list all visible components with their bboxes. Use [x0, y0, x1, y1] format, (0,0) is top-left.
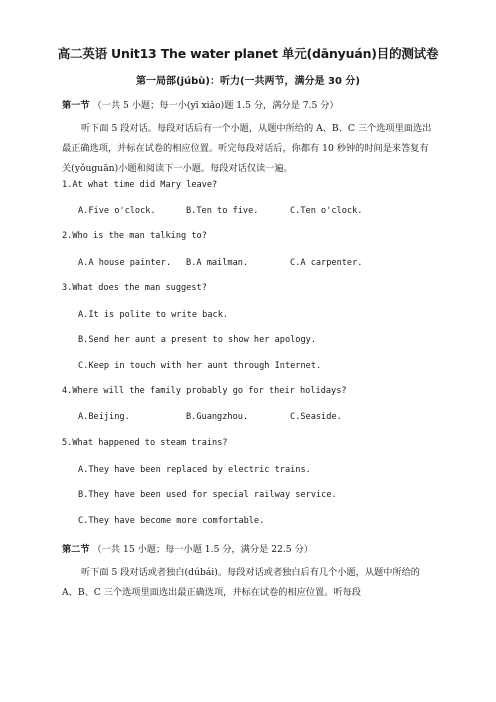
question-3-stem: 3.What does the man suggest? [62, 283, 207, 293]
question-4-option-a: A.Beijing. [78, 412, 130, 422]
question-3-option-c: C.Keep in touch with her aunt through Internet. [78, 361, 322, 371]
section1-heading [62, 97, 339, 111]
question-5-option-b: B.They have been used for special railway service. [78, 490, 337, 500]
section2-label: 第二节 [62, 544, 90, 555]
section1-note: （一共 5 小题；每一小(yī xiǎo)题 1.5 分，满分是 7.5 分） [92, 100, 339, 111]
question-5-option-c: C.They have become more comfortable. [78, 516, 265, 526]
section1-label: 第一节 [62, 100, 90, 111]
question-1-stem: 1.At what time did Mary leave? [62, 180, 218, 190]
question-4-option-c: C.Seaside. [290, 412, 342, 422]
question-2-option-a: A.A house painter. [78, 258, 172, 268]
question-5-stem: 5.What happened to steam trains? [62, 438, 228, 448]
question-2-option-c: C.A carpenter. [290, 258, 363, 268]
question-1-option-b: B.Ten to five. [186, 206, 259, 216]
section2-heading [62, 541, 313, 555]
part-heading: 第一局部(júbù)：听力(一共两节，满分是 30 分) [136, 76, 360, 87]
question-2-option-b: B.A mailman. [186, 258, 249, 268]
question-4-stem: 4.Where will the family probably go for their holidays? [62, 386, 347, 396]
question-3-option-b: B.Send her aunt a present to show her apology. [78, 335, 316, 345]
question-3-option-a: A.It is polite to write back. [78, 310, 229, 320]
question-4-option-b: B.Guangzhou. [186, 412, 249, 422]
section2-note: （一共 15 小题；每一小题 1.5 分，满分是 22.5 分） [92, 544, 313, 555]
question-1-option-c: C.Ten o'clock. [290, 206, 363, 216]
document-title: 高二英语 Unit13 The water planet 单元(dānyuán)目的测试卷 [57, 46, 439, 61]
question-5-option-a: A.They have been replaced by electric trains. [78, 465, 311, 475]
section2-instructions: 听下面 5 段对话或者独白(dúbái)。每段对话或者独白后有几个小题，从题中所给的 A、B、C 三个选项里面选出最正确选项，并标在试卷的相应位置。听每段 [62, 567, 420, 598]
section1-instructions: 听下面 5 段对话。每段对话后有一个小题，从题中所给的 A、B、C 三个选项里面选出最正确选项，并标在试卷的相应位置。听完每段对话后，你都有 10 秒钟的时间是来答复有关(yǒuguān)小题和阅读下一小题。每段对话仅读一遍。 [62, 123, 432, 174]
question-2-stem: 2.Who is the man talking to? [62, 231, 207, 241]
question-1-option-a: A.Five o'clock. [78, 206, 156, 216]
